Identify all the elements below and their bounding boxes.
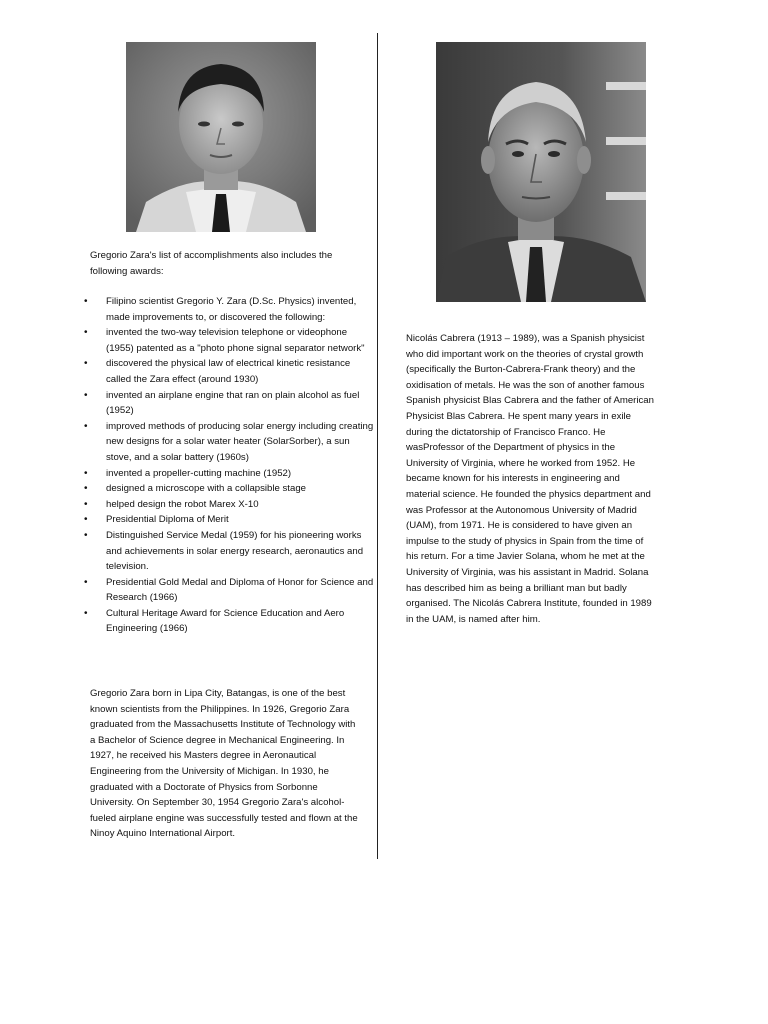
- bullet-icon: •: [84, 420, 88, 432]
- list-item: • Cultural Heritage Award for Science Education and Aero Engineering (1966): [84, 607, 345, 635]
- bullet-icon: •: [84, 467, 88, 479]
- bullet-icon: •: [84, 358, 88, 370]
- bullet-icon: •: [84, 514, 88, 526]
- cabrera-biography: Nicolás Cabrera (1913 – 1989), was a Spanish physicist who did important work on the theories of crystal growth (specifically the Burton-Cabrera-Frank theory) and the oxidisation of metals. He was the son of another famous Spanish physicist Blas Cabrera and the father of American Physicist Blas Cabrera. He spent many years in exile during the dictatorship of Francisco Franco. He wasProfessor of the Department of physics in the University of Virginia, where he worked from 1952. He became known for his interests in engineering and material science. He founded the physics department and was Professor at the Autonomous University of Madrid (UAM), from 1971. He is considered to have given an impulse to the study of physics in Spain from the time of his return. For a time Javier Solana, whom he met at the University of Virginia, was his assistant in Madrid. Solana has described him as being a brilliant man but badly organised. The Nicolás Cabrera Institute, founded in 1989 in the UAM, is named after him.: [406, 333, 654, 625]
- zara-biography: Gregorio Zara born in Lipa City, Batangas, is one of the best known scientists from the Philippines. In 1926, Gregorio Zara graduated from the Massachusetts Institute of Technology with a Bachelor of Science degree in Mechanical Engineering. In 1927, he received his Masters degree in Aeronautical Engineering from the University of Michigan. In 1930, he graduated with a Doctorate of Physics from Sorbonne University. On September 30, 1954 Gregorio Zara's alcohol-fueled airplane engine was successfully tested and flown at the Ninoy Aquino International Airport.: [90, 688, 358, 840]
- list-item: • Filipino scientist Gregorio Y. Zara (D.Sc. Physics) invented, made improvements to, or discovered the following:: [84, 296, 357, 323]
- bullet-icon: •: [84, 529, 88, 541]
- zara-awards-intro: Gregorio Zara's list of accomplishments also includes the following awards:: [90, 250, 333, 277]
- list-item: • Distinguished Service Medal (1959) for his pioneering works and achievements in solar energy research, aeronautics and television.: [84, 529, 364, 573]
- list-item: • invented a propeller-cutting machine (1952): [84, 466, 374, 482]
- gregorio-zara-photo: [126, 42, 316, 232]
- nicolas-cabrera-photo: [436, 42, 646, 302]
- bullet-icon: •: [84, 607, 88, 619]
- column-divider: [377, 33, 378, 859]
- list-item: • designed a microscope with a collapsible stage: [84, 481, 374, 497]
- list-item: • helped design the robot Marex X-10: [84, 497, 374, 513]
- zara-accomplishments-list: [84, 294, 374, 637]
- list-item: • invented the two-way television telephone or videophone (1955) patented as a "photo phone signal separator network": [84, 327, 365, 354]
- bullet-icon: •: [84, 296, 88, 307]
- bullet-icon: •: [84, 327, 88, 339]
- bullet-icon: •: [84, 498, 88, 510]
- list-item: • discovered the physical law of electrical kinetic resistance called the Zara effect (around 1930): [84, 358, 351, 385]
- list-item: • Presidential Gold Medal and Diploma of Honor for Science and Research (1966): [84, 576, 374, 604]
- bullet-icon: •: [84, 576, 88, 588]
- list-item: • invented an airplane engine that ran on plain alcohol as fuel (1952): [84, 389, 360, 417]
- bullet-icon: •: [84, 389, 88, 401]
- list-item: • Presidential Diploma of Merit: [84, 512, 374, 528]
- list-item: • improved methods of producing solar energy including creating new designs for a solar water heater (SolarSorber), a sun stove, and a solar battery (1960s): [84, 420, 374, 463]
- bullet-icon: •: [84, 483, 88, 495]
